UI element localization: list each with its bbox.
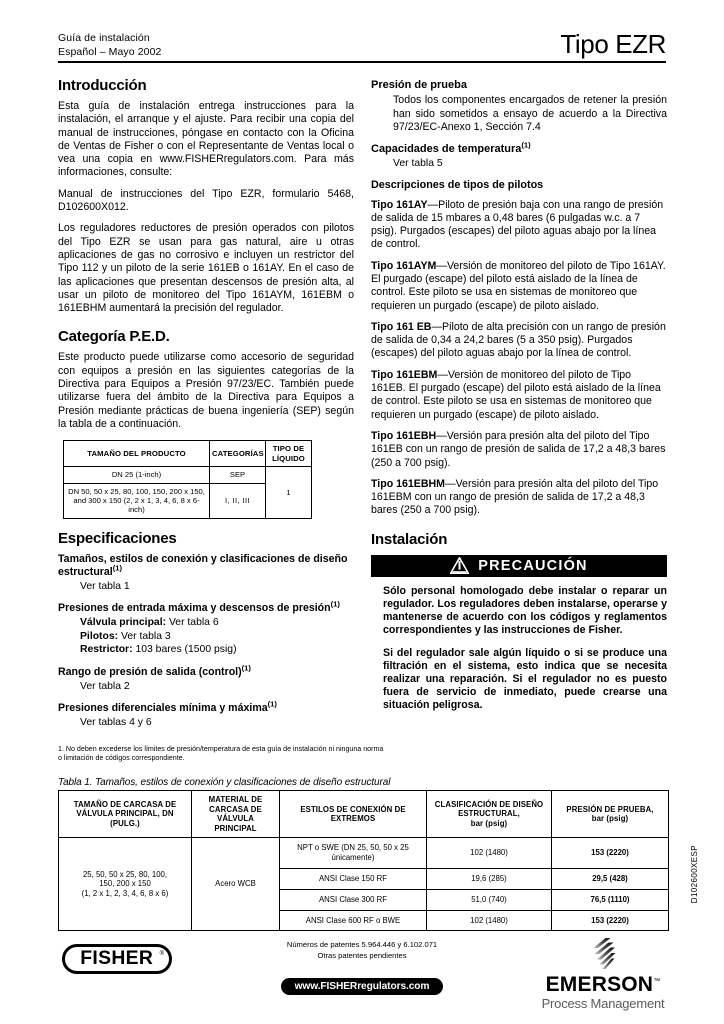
- heading-descripciones-pilotos: Descripciones de tipos de pilotos: [371, 179, 544, 192]
- spec-label-sizes-text: Tamaños, estilos de conexión y clasificaciones de diseño estructural: [58, 552, 348, 579]
- page-title: Tipo EZR: [560, 29, 666, 59]
- ped-category-table: [63, 440, 312, 519]
- pilot-name: Tipo 161AYM: [371, 259, 437, 272]
- ped-paragraph: Este producto puede utilizarse como accesorio de seguridad con equipos a presión en las siguientes categorías de la Directiva para Equipos a Presión 97/23/EC. También puede utilizarse fuera del ámbito de la Directiva para Equipos a Presión mediante prácticas de buena ingeniería (SEP) según la tabla de a continuación.: [58, 351, 354, 430]
- pilot-description-161ay: [371, 199, 667, 252]
- pilot-text: —Versión para presión alta del piloto del Tipo 161EB con un rango de presión de salida de 17,2 a 48,3 bares (250 a 700 psig).: [371, 429, 666, 469]
- t1-cell-rating: 102 (1480): [427, 838, 552, 869]
- heading-introduccion: Introducción: [58, 77, 147, 94]
- t1-cell-test: 153 (2220): [552, 910, 669, 931]
- ped-cell-product: DN 25 (1-inch): [64, 467, 210, 483]
- pilot-name: Tipo 161AY: [371, 198, 428, 211]
- table-row: [59, 838, 669, 869]
- footnote-ref: (1): [267, 699, 277, 709]
- pilot-description-161ebhm: [371, 478, 667, 518]
- ped-cell-category: I, II, III: [210, 483, 266, 518]
- emerson-logo: [528, 938, 678, 1012]
- t1-cell-rating: 102 (1480): [427, 910, 552, 931]
- patents-line-1: Números de patentes 5.964.446 y 6.102.071: [286, 940, 438, 949]
- spec-label-outlet-range-text: Rango de presión de salida (control): [58, 665, 242, 678]
- t1-col-material: MATERIAL DE CARCASA DE VÁLVULA PRINCIPAL: [192, 791, 280, 838]
- t1-cell-style: ANSI Clase 150 RF: [280, 868, 427, 889]
- ped-col-fluid-type: TIPO DE LÍQUIDO: [266, 441, 312, 467]
- pilot-description-161eb: [371, 321, 667, 361]
- spec-label-differential-text: Presiones diferenciales mínima y máxima: [58, 701, 268, 714]
- heading-categoria-ped: Categoría P.E.D.: [58, 328, 170, 346]
- t1-cell-style: NPT o SWE (DN 25, 50, 50 x 25 únicamente): [280, 838, 427, 869]
- footnote-ref: (1): [241, 663, 251, 673]
- emerson-tagline: Process Management: [541, 996, 665, 1011]
- spec-item-pilots: [80, 630, 354, 643]
- patents-line-2: Otras patentes pendientes: [317, 950, 407, 960]
- footnote-ref: (1): [112, 563, 123, 573]
- pilot-text: —Versión de monitoreo del piloto de Tipo 161AY. El purgado (escape) del piloto está aislado de la línea de control. Este piloto se usa en sistemas de monitoreo que requieren un purgado (escape) de piloto aislado.: [371, 259, 666, 312]
- temperature-body: Ver tabla 5: [393, 158, 443, 170]
- fisher-wordmark: FISHER: [80, 948, 154, 969]
- pilot-name: Tipo 161EBHM: [371, 477, 445, 490]
- heading-capacidades-temperatura-text: Capacidades de temperatura: [371, 143, 522, 156]
- pilot-description-161aym: [371, 260, 667, 313]
- spec-value-differential: Ver tablas 4 y 6: [80, 717, 152, 729]
- spec-item-value: Ver tabla 6: [168, 617, 219, 629]
- ped-cell-category: SEP: [210, 467, 266, 483]
- document-code: D102600XESP: [690, 845, 699, 904]
- t1-col-structural-rating: CLASIFICACIÓN DE DISEÑO ESTRUCTURAL, bar (psig): [427, 791, 552, 838]
- t1-col-end-connections: ESTILOS DE CONEXIÓN DE EXTREMOS: [280, 791, 427, 838]
- registered-trademark-icon: ®: [159, 951, 164, 957]
- spec-label-inlet-pressures-text: Presiones de entrada máxima y descensos de presión: [58, 602, 331, 615]
- heading-presion-de-prueba: Presión de prueba: [371, 79, 467, 91]
- t1-cell-test: 29,5 (428): [552, 868, 669, 889]
- t1-cell-style: ANSI Clase 300 RF: [280, 889, 427, 910]
- ped-cell-fluid: 1: [266, 467, 312, 519]
- spec-label-sizes: [58, 553, 354, 579]
- table-header-row: [64, 441, 312, 467]
- pilot-text: —Versión para presión alta del piloto del Tipo 161EBM con un rango de presión de salida de 17,2 a 48,3 bares (250 a 700 psig).: [371, 477, 659, 517]
- header-guide-type: Guía de instalación: [58, 32, 150, 44]
- website-url-badge[interactable]: www.FISHERregulators.com: [281, 978, 443, 995]
- table1-caption: Tabla 1. Tamaños, estilos de conexión y clasificaciones de diseño estructural: [58, 777, 391, 788]
- table-row: [64, 467, 312, 483]
- spec-item-label: Válvula principal:: [80, 617, 167, 629]
- pilot-text: —Piloto de alta precisión con un rango de presión de salida de 0,34 a 24,2 bares (5 a 350 psig). Purgados (escapes) del piloto aguas abajo por la línea de control.: [371, 320, 666, 360]
- footnote-ref: (1): [521, 140, 531, 150]
- test-pressure-body: Todos los componentes encargados de retener la presión han sido sometidos a ensayo de acuerdo a la Directiva 97/23/EC-Anexo 1, Sección 7.4: [393, 94, 667, 133]
- t1-cell-rating: 51,0 (740): [427, 889, 552, 910]
- header-meta: [58, 31, 161, 59]
- spec-item-value: Ver tabla 3: [121, 630, 171, 642]
- spec-item-label: Pilotos:: [80, 630, 119, 642]
- caution-label: PRECAUCIÓN: [478, 557, 588, 574]
- ped-cell-product: DN 50, 50 x 25, 80, 100, 150, 200 x 150, and 300 x 150 (2, 2 x 1, 3, 4, 6, 8 x 6-inch): [64, 483, 210, 518]
- spec-item-restrictor: [80, 643, 354, 656]
- intro-paragraph-3: Los reguladores reductores de presión operados con pilotos del Tipo EZR se usan para gas natural, aire u otras aplicaciones de gas no corrosivo e incluyen un restrictor del Tipo 112 y un piloto de la serie 161EB o 161AY. En el caso de las aplicaciones que presentan descensos de presión alta, al usar un piloto de monitoreo del Tipo 161AYM, 161EBM o 161EBHM aumentará la precisión del regulador.: [58, 222, 354, 315]
- pilot-name: Tipo 161 EB: [371, 320, 432, 333]
- emerson-name-text: EMERSON: [545, 973, 654, 996]
- t1-cell-rating: 19,6 (285): [427, 868, 552, 889]
- t1-cell-valve-size: 25, 50, 50 x 25, 80, 100, 150, 200 x 150 (1, 2 x 1, 2, 3, 4, 6, 8 x 6): [59, 838, 192, 931]
- left-column: [58, 77, 354, 729]
- heading-instalacion: Instalación: [371, 530, 448, 548]
- pilot-name: Tipo 161EBH: [371, 429, 437, 442]
- page-header: [58, 30, 666, 63]
- t1-cell-style: ANSI Clase 600 RF o BWE: [280, 910, 427, 931]
- ped-col-product: TAMAÑO DEL PRODUCTO: [64, 441, 210, 467]
- pilot-text: —Piloto de presión baja con una rango de presión de salida de 15 mbares a 0,48 bares (6 pulgadas w.c. a 7 psig). Purgados (escapes) del piloto aguas abajo por la línea de control.: [371, 198, 664, 251]
- table1-specifications: [58, 790, 669, 931]
- caution-paragraph-1: Sólo personal homologado debe instalar o reparar un regulador. Los reguladores deben instalarse, operarse y mantenerse de acuerdo con los códigos y reglamentos correspondientes y las instrucciones de Fisher.: [383, 584, 667, 637]
- warning-triangle-icon: [450, 557, 469, 574]
- spec-item-label: Restrictor:: [80, 644, 133, 656]
- t1-cell-test: 76,5 (1110): [552, 889, 669, 910]
- caution-paragraph-2: Si del regulador sale algún líquido o si se produce una filtración en el sistema, esto indica que se necesita realizar una reparación. Si el regulador no es puesto fuera de servicio de inmediato, puede crearse una situación peligrosa.: [383, 646, 667, 712]
- right-column: [371, 77, 667, 713]
- intro-paragraph-2: Manual de instrucciones del Tipo EZR, formulario 5468, D102600X012.: [58, 187, 354, 214]
- spec-item-value: 103 bares (1500 psig): [135, 644, 237, 656]
- pilot-name: Tipo 161EBM: [371, 368, 438, 381]
- emerson-wordmark: [528, 971, 678, 996]
- table-header-row: [59, 791, 669, 838]
- fisher-logo: [62, 944, 172, 974]
- spec-label-differential: [58, 699, 354, 715]
- header-language-date: Español – Mayo 2002: [58, 46, 162, 58]
- spec-item-main-valve: [80, 616, 354, 629]
- heading-capacidades-temperatura: [371, 140, 667, 156]
- spec-value-outlet-range: Ver tabla 2: [80, 680, 130, 692]
- spec-label-inlet-pressures: [58, 599, 354, 615]
- pilot-description-161ebm: [371, 369, 667, 422]
- page-footer: [0, 938, 724, 1024]
- t1-cell-material: Acero WCB: [192, 838, 280, 931]
- ped-col-categories: CATEGORÍAS: [210, 441, 266, 467]
- t1-cell-test: 153 (2220): [552, 838, 669, 869]
- pilot-description-161ebh: [371, 430, 667, 470]
- t1-col-test-pressure: PRESIÓN DE PRUEBA, bar (psig): [552, 791, 669, 838]
- spec-value-sizes: Ver tabla 1: [80, 581, 130, 593]
- footnote-ref: (1): [330, 599, 340, 609]
- patents-note: [212, 940, 512, 961]
- intro-paragraph-1: Esta guía de instalación entrega instrucciones para la instalación, el arranque y el ajuste. Para recibir una copia del manual de instrucciones, póngase en contacto con la Oficina de Ventas de Fisher o con el Representante de Ventas local o vea una copia en www.FISHERregulators.com. Para más informaciones, consulte:: [58, 100, 354, 179]
- spec-label-outlet-range: [58, 663, 354, 679]
- page-footnote: 1. No deben excederse los límites de presión/temperatura de esta guía de instalación ni ninguna norma o limitación de códigos correspondiente.: [58, 745, 384, 763]
- heading-especificaciones: Especificaciones: [58, 529, 177, 547]
- t1-col-valve-size: TAMAÑO DE CARCASA DE VÁLVULA PRINCIPAL, DN (PULG.): [59, 791, 192, 838]
- pilot-text: —Versión de monitoreo del piloto de Tipo 161EB. El purgado (escape) del piloto está aislado de la línea de control. Este piloto se usa en sistemas de monitoreo que requieren un purgado (escape) de piloto aislado.: [371, 368, 661, 421]
- trademark-icon: ™: [653, 978, 661, 985]
- caution-banner: [371, 555, 667, 577]
- emerson-mark-icon: [586, 938, 620, 970]
